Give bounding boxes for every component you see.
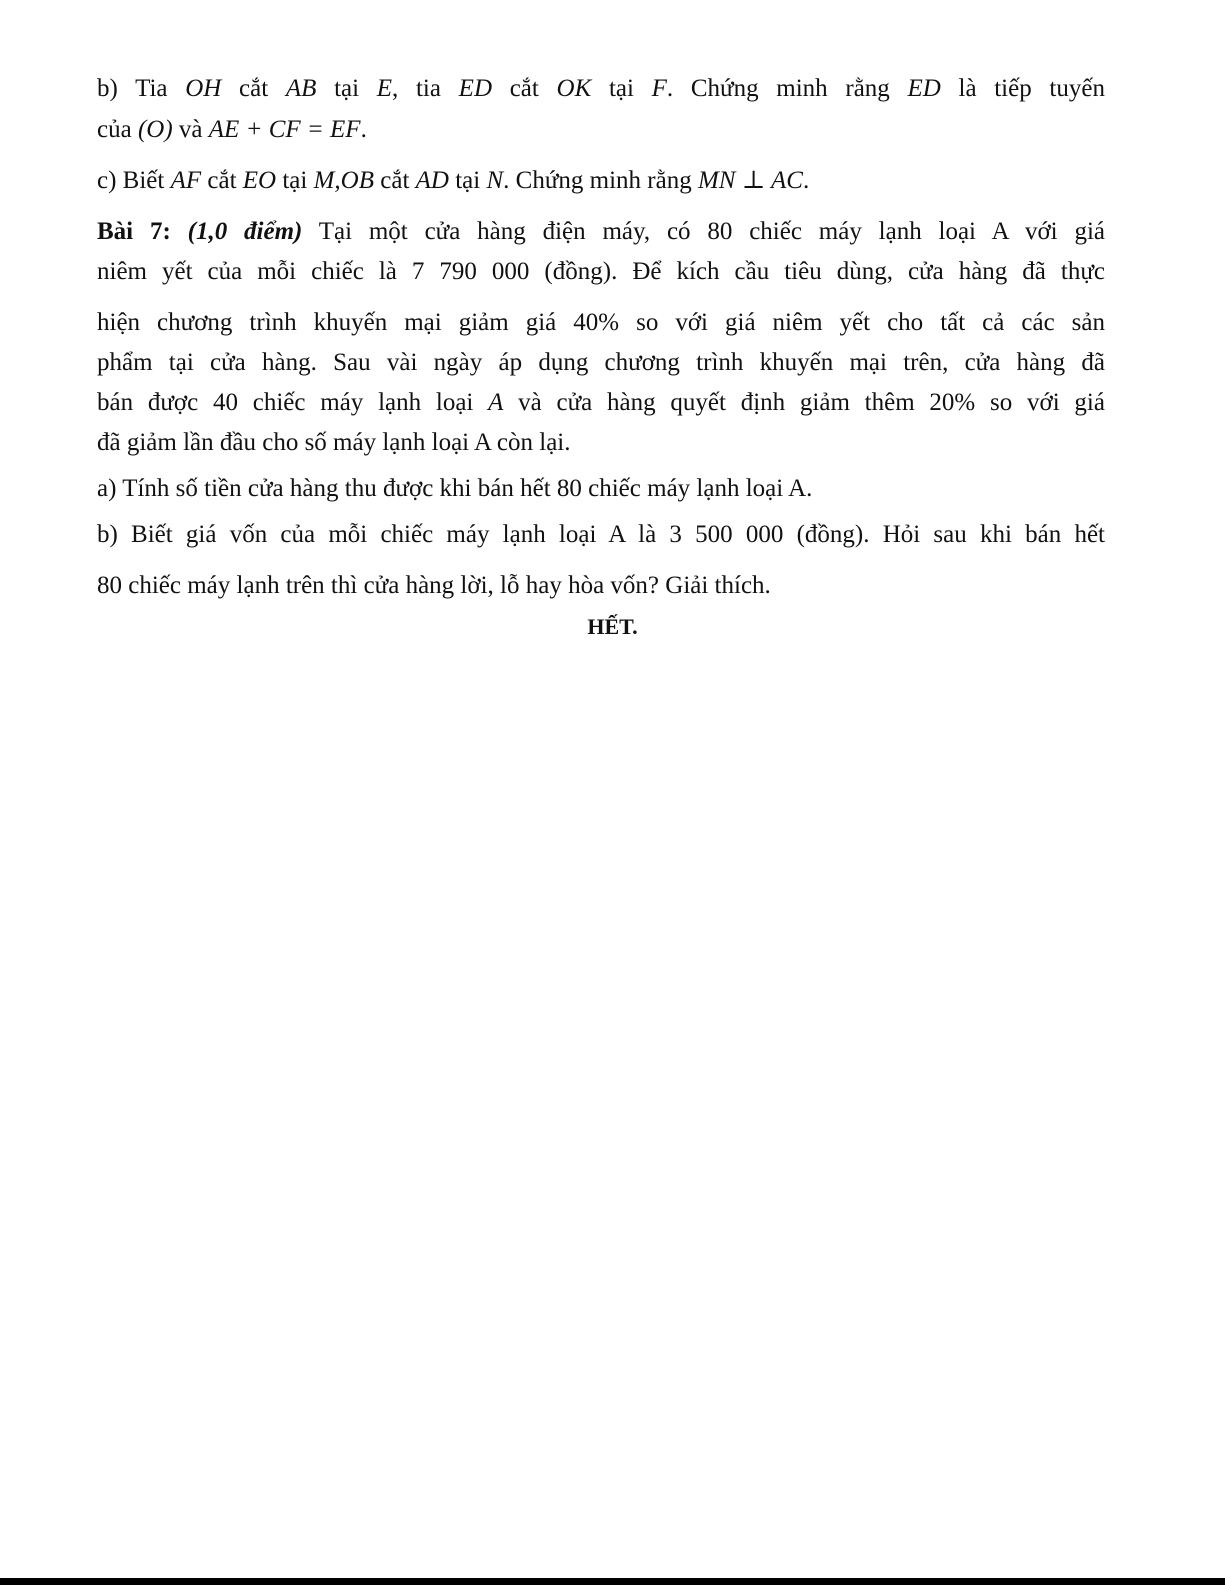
text: 80 chiếc máy lạnh trên thì cửa hàng lời, lỗ hay hòa vốn? Giải thích. [97, 572, 771, 599]
text: cắt [492, 75, 557, 102]
end-marker: HẾT. [587, 614, 638, 639]
text: b) Biết giá vốn của mỗi chiếc máy lạnh loại A là 3 500 000 (đồng). Hỏi sau khi bán hết [97, 521, 1105, 548]
text: tại [448, 167, 487, 194]
math-expr: OH [185, 75, 222, 102]
text: . Chứng minh rằng [503, 167, 698, 194]
math-expr: (O) [137, 116, 173, 143]
math-expr: EO [242, 167, 277, 194]
text: cắt [221, 75, 286, 102]
text: Tại một cửa hàng điện máy, có 80 chiếc máy lạnh loại A với giá [302, 218, 1105, 245]
page-bottom-border [0, 1578, 1225, 1585]
math-expr: AB [285, 75, 317, 102]
problem-7-line-2 [97, 255, 1105, 289]
problem-7-line-5 [97, 386, 1105, 420]
text: tại [591, 75, 652, 102]
text: tại [276, 167, 314, 194]
math-expr: OK [556, 75, 592, 102]
problem-7-part-b-line-1 [97, 518, 1105, 552]
math-expr: F [651, 75, 667, 102]
text: . Chứng minh rằng [666, 75, 908, 102]
part-b-geometry-line-1 [97, 72, 1105, 106]
problem-label: Bài 7: [97, 218, 171, 245]
text: b) Tia [97, 75, 186, 102]
problem-7-part-b-line-2 [97, 569, 1105, 603]
text: a) Tính số tiền cửa hàng thu được khi bán hết 80 chiếc máy lạnh loại A. [97, 475, 813, 502]
text: . [802, 167, 810, 194]
text: đã giảm lần đầu cho số máy lạnh loại A còn lại. [97, 429, 571, 456]
problem-7-part-a [97, 472, 1105, 506]
text: , tia [392, 75, 459, 102]
text: bán được 40 chiếc máy lạnh loại [97, 389, 489, 416]
problem-7-line-3 [97, 306, 1105, 340]
math-expr: E [376, 75, 393, 102]
math-expr: M,OB [313, 167, 375, 194]
math-expr: MN ⊥ AC [697, 167, 803, 194]
text: cắt [374, 167, 416, 194]
math-expr: AF [170, 167, 202, 194]
text: và cửa hàng quyết định giảm thêm 20% so với giá [503, 389, 1105, 416]
problem-points: (1,0 điểm) [187, 218, 303, 245]
math-expr: ED [458, 75, 492, 102]
problem-7-line-1 [97, 215, 1105, 249]
math-expr: ED [907, 75, 941, 102]
math-expr: AD [415, 167, 449, 194]
text: cắt [201, 167, 243, 194]
math-expr: AE + CF = EF [208, 116, 361, 143]
text: phẩm tại cửa hàng. Sau vài ngày áp dụng chương trình khuyến mại trên, cửa hàng đã [97, 349, 1105, 376]
math-expr: N [486, 167, 504, 194]
part-b-geometry-line-2 [97, 113, 1105, 147]
problem-7-line-4 [97, 346, 1105, 380]
text: . [360, 116, 367, 143]
text: và [172, 116, 209, 143]
text: hiện chương trình khuyến mại giảm giá 40% so với giá niêm yết cho tất cả các sản [97, 309, 1105, 336]
text: c) Biết [97, 167, 171, 194]
text: tại [316, 75, 377, 102]
math-expr: A [488, 389, 504, 416]
text: của [97, 116, 138, 143]
part-c-geometry [97, 164, 1105, 198]
problem-7-line-6 [97, 426, 1105, 460]
text: niêm yết của mỗi chiếc là 7 790 000 (đồng). Để kích cầu tiêu dùng, cửa hàng đã thực [97, 258, 1105, 285]
text: là tiếp tuyến [940, 75, 1105, 102]
